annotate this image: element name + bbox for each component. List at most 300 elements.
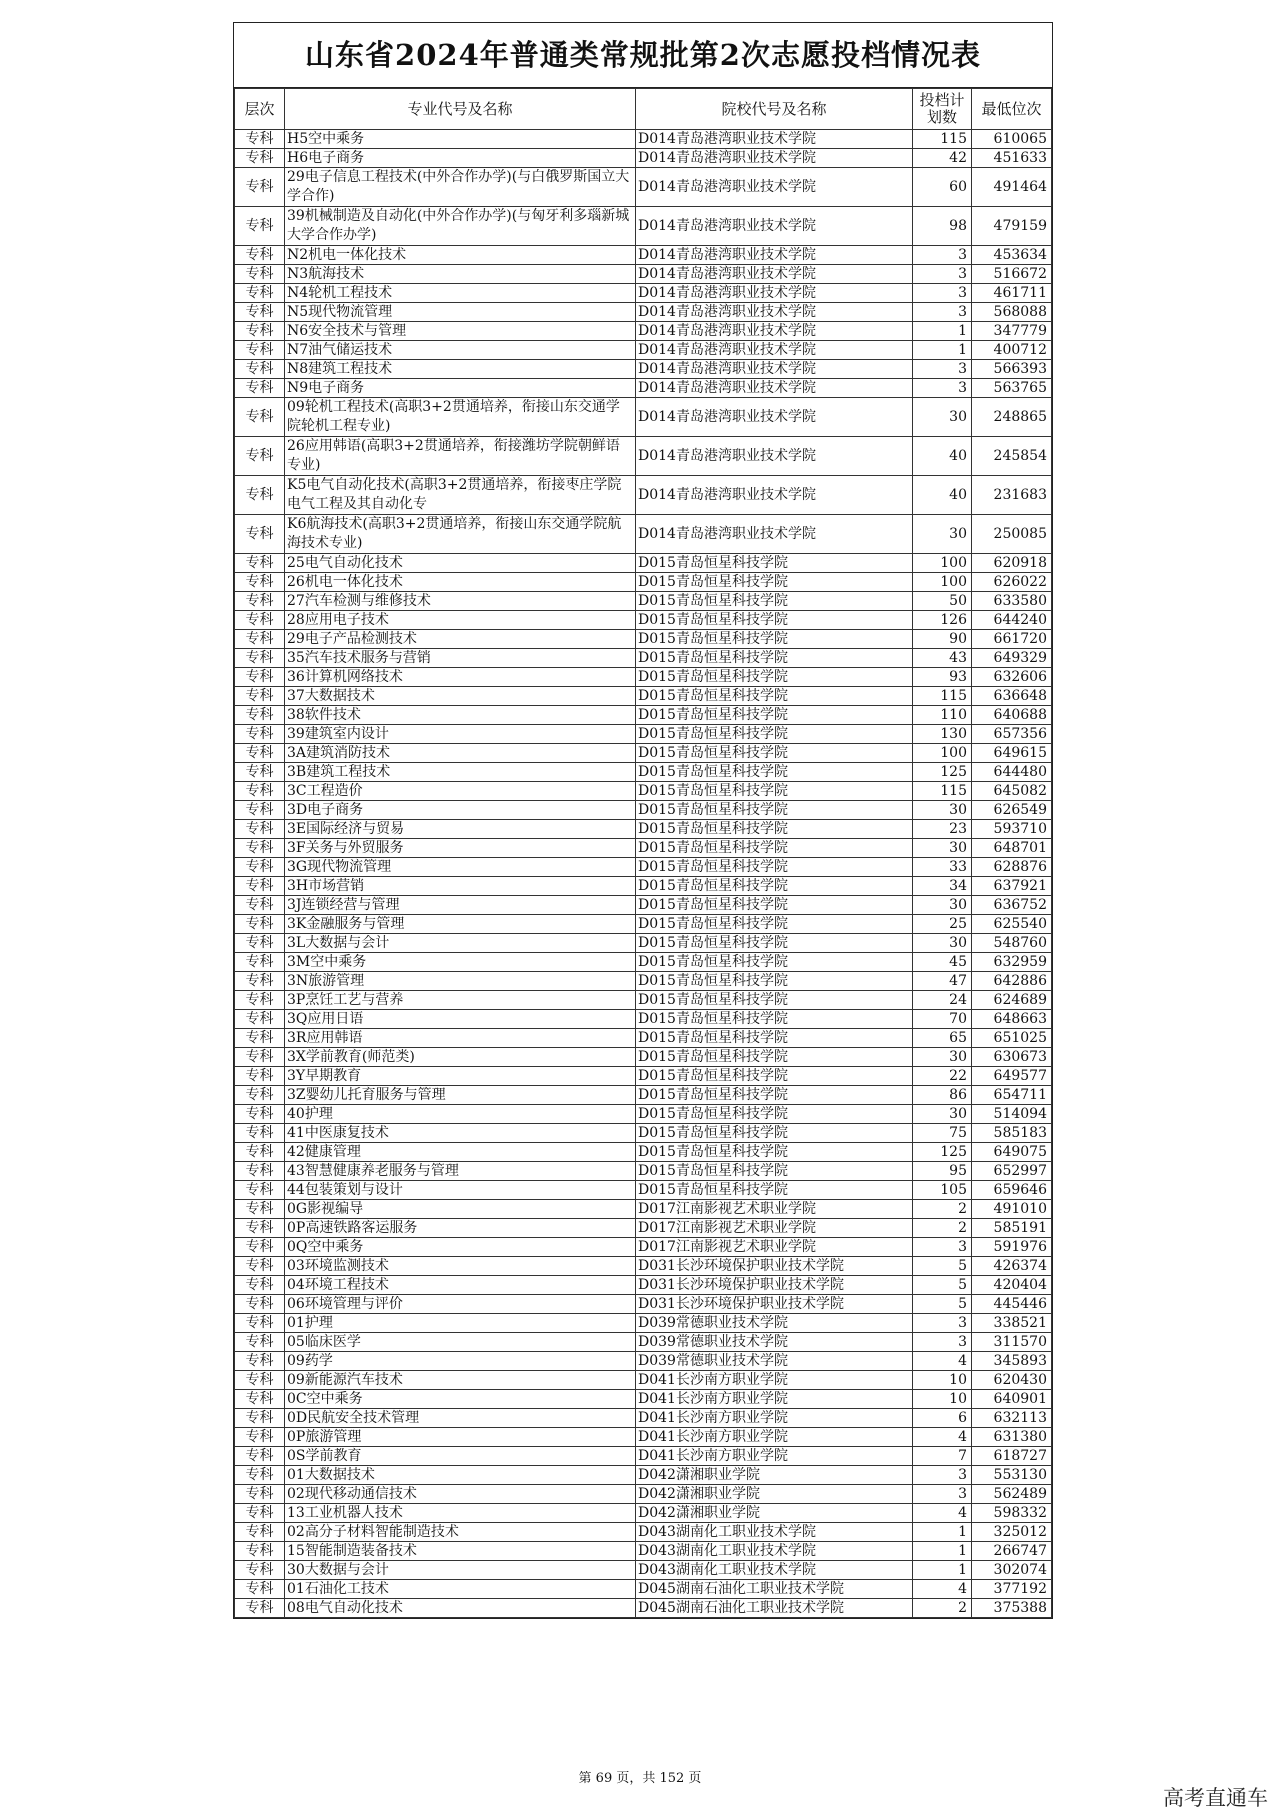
cell-school: D014青岛港湾职业技术学院 [636, 379, 913, 398]
cell-school: D014青岛港湾职业技术学院 [636, 207, 913, 246]
cell-plan: 65 [913, 1029, 972, 1048]
cell-plan: 7 [913, 1447, 972, 1466]
cell-plan: 30 [913, 839, 972, 858]
cell-major: K5电气自动化技术(高职3+2贯通培养，衔接枣庄学院电气工程及其自动化专 [285, 476, 636, 515]
cell-plan: 30 [913, 515, 972, 554]
cell-rank: 338521 [972, 1314, 1052, 1333]
cell-school: D045湖南石油化工职业技术学院 [636, 1599, 913, 1618]
cell-school: D039常德职业技术学院 [636, 1314, 913, 1333]
cell-rank: 651025 [972, 1029, 1052, 1048]
cell-plan: 3 [913, 1466, 972, 1485]
cell-level: 专科 [235, 934, 285, 953]
cell-plan: 5 [913, 1295, 972, 1314]
cell-rank: 231683 [972, 476, 1052, 515]
table-body [235, 130, 1052, 1618]
cell-level: 专科 [235, 820, 285, 839]
cell-level: 专科 [235, 1124, 285, 1143]
table-row [235, 877, 1052, 896]
cell-rank: 250085 [972, 515, 1052, 554]
table-row [235, 668, 1052, 687]
cell-rank: 377192 [972, 1580, 1052, 1599]
cell-plan: 3 [913, 303, 972, 322]
cell-plan: 115 [913, 782, 972, 801]
table-row [235, 782, 1052, 801]
cell-major: 3X学前教育(师范类) [285, 1048, 636, 1067]
cell-rank: 640901 [972, 1390, 1052, 1409]
cell-level: 专科 [235, 1409, 285, 1428]
table-row [235, 1485, 1052, 1504]
table-row [235, 1105, 1052, 1124]
cell-plan: 30 [913, 1048, 972, 1067]
table-row [235, 265, 1052, 284]
table-row [235, 1295, 1052, 1314]
cell-rank: 620430 [972, 1371, 1052, 1390]
table-row [235, 1162, 1052, 1181]
cell-level: 专科 [235, 1466, 285, 1485]
cell-major: 41中医康复技术 [285, 1124, 636, 1143]
cell-plan: 4 [913, 1352, 972, 1371]
table-row [235, 1219, 1052, 1238]
table-row [235, 1352, 1052, 1371]
table-row [235, 1029, 1052, 1048]
cell-plan: 115 [913, 687, 972, 706]
cell-rank: 648701 [972, 839, 1052, 858]
cell-major: 37大数据技术 [285, 687, 636, 706]
table-row [235, 630, 1052, 649]
table-row [235, 763, 1052, 782]
table-row [235, 149, 1052, 168]
cell-rank: 644480 [972, 763, 1052, 782]
cell-level: 专科 [235, 1048, 285, 1067]
cell-level: 专科 [235, 1542, 285, 1561]
table-row [235, 915, 1052, 934]
cell-rank: 461711 [972, 284, 1052, 303]
cell-rank: 585183 [972, 1124, 1052, 1143]
cell-rank: 637921 [972, 877, 1052, 896]
cell-level: 专科 [235, 398, 285, 437]
cell-school: D015青岛恒星科技学院 [636, 953, 913, 972]
header-level: 层次 [235, 89, 285, 130]
cell-rank: 620918 [972, 554, 1052, 573]
cell-rank: 516672 [972, 265, 1052, 284]
cell-major: 39机械制造及自动化(中外合作办学)(与匈牙利多瑙新城大学合作办学) [285, 207, 636, 246]
cell-rank: 302074 [972, 1561, 1052, 1580]
cell-major: 3J连锁经营与管理 [285, 896, 636, 915]
table-row [235, 554, 1052, 573]
cell-major: 35汽车技术服务与营销 [285, 649, 636, 668]
cell-level: 专科 [235, 991, 285, 1010]
cell-rank: 420404 [972, 1276, 1052, 1295]
cell-school: D015青岛恒星科技学院 [636, 896, 913, 915]
cell-plan: 115 [913, 130, 972, 149]
cell-plan: 22 [913, 1067, 972, 1086]
cell-major: 42健康管理 [285, 1143, 636, 1162]
cell-level: 专科 [235, 972, 285, 991]
cell-major: 05临床医学 [285, 1333, 636, 1352]
cell-plan: 1 [913, 1542, 972, 1561]
cell-level: 专科 [235, 649, 285, 668]
cell-school: D015青岛恒星科技学院 [636, 877, 913, 896]
cell-level: 专科 [235, 592, 285, 611]
cell-plan: 50 [913, 592, 972, 611]
table-row [235, 1086, 1052, 1105]
table-row [235, 322, 1052, 341]
cell-plan: 3 [913, 360, 972, 379]
cell-level: 专科 [235, 915, 285, 934]
cell-plan: 130 [913, 725, 972, 744]
cell-school: D014青岛港湾职业技术学院 [636, 398, 913, 437]
cell-level: 专科 [235, 782, 285, 801]
header-school: 院校代号及名称 [636, 89, 913, 130]
cell-rank: 325012 [972, 1523, 1052, 1542]
cell-level: 专科 [235, 706, 285, 725]
cell-level: 专科 [235, 265, 285, 284]
table-row [235, 1504, 1052, 1523]
table-row [235, 1542, 1052, 1561]
cell-plan: 33 [913, 858, 972, 877]
cell-plan: 100 [913, 573, 972, 592]
table-row [235, 476, 1052, 515]
table-row [235, 1447, 1052, 1466]
cell-school: D043湖南化工职业技术学院 [636, 1561, 913, 1580]
cell-rank: 618727 [972, 1447, 1052, 1466]
cell-school: D015青岛恒星科技学院 [636, 687, 913, 706]
cell-level: 专科 [235, 896, 285, 915]
cell-plan: 3 [913, 379, 972, 398]
cell-major: 3N旅游管理 [285, 972, 636, 991]
cell-major: 01护理 [285, 1314, 636, 1333]
table-row [235, 744, 1052, 763]
table-row [235, 592, 1052, 611]
cell-level: 专科 [235, 1295, 285, 1314]
table-row [235, 934, 1052, 953]
cell-major: 0D民航安全技术管理 [285, 1409, 636, 1428]
cell-major: 3G现代物流管理 [285, 858, 636, 877]
admission-table [234, 88, 1052, 1618]
watermark: 高考直通车 [1163, 1786, 1268, 1810]
cell-school: D041长沙南方职业学院 [636, 1447, 913, 1466]
cell-rank: 636648 [972, 687, 1052, 706]
cell-rank: 636752 [972, 896, 1052, 915]
cell-major: 01大数据技术 [285, 1466, 636, 1485]
table-row [235, 1371, 1052, 1390]
cell-school: D015青岛恒星科技学院 [636, 668, 913, 687]
cell-plan: 30 [913, 896, 972, 915]
cell-level: 专科 [235, 515, 285, 554]
cell-plan: 40 [913, 437, 972, 476]
cell-plan: 3 [913, 1485, 972, 1504]
cell-plan: 45 [913, 953, 972, 972]
cell-level: 专科 [235, 149, 285, 168]
cell-level: 专科 [235, 1200, 285, 1219]
cell-level: 专科 [235, 611, 285, 630]
cell-rank: 649329 [972, 649, 1052, 668]
table-row [235, 303, 1052, 322]
cell-school: D043湖南化工职业技术学院 [636, 1542, 913, 1561]
cell-major: 0P旅游管理 [285, 1428, 636, 1447]
cell-school: D031长沙环境保护职业技术学院 [636, 1295, 913, 1314]
cell-plan: 105 [913, 1181, 972, 1200]
cell-school: D014青岛港湾职业技术学院 [636, 322, 913, 341]
cell-rank: 624689 [972, 991, 1052, 1010]
header-rank: 最低位次 [972, 89, 1052, 130]
table-row [235, 1143, 1052, 1162]
table-row [235, 1599, 1052, 1618]
cell-rank: 345893 [972, 1352, 1052, 1371]
cell-school: D014青岛港湾职业技术学院 [636, 284, 913, 303]
cell-level: 专科 [235, 360, 285, 379]
cell-plan: 2 [913, 1200, 972, 1219]
cell-major: 09新能源汽车技术 [285, 1371, 636, 1390]
cell-plan: 1 [913, 341, 972, 360]
cell-plan: 24 [913, 991, 972, 1010]
cell-level: 专科 [235, 953, 285, 972]
cell-school: D014青岛港湾职业技术学院 [636, 130, 913, 149]
cell-plan: 60 [913, 168, 972, 207]
cell-level: 专科 [235, 1086, 285, 1105]
cell-school: D042潇湘职业学院 [636, 1504, 913, 1523]
cell-level: 专科 [235, 763, 285, 782]
cell-school: D017江南影视艺术职业学院 [636, 1238, 913, 1257]
cell-level: 专科 [235, 1257, 285, 1276]
cell-level: 专科 [235, 839, 285, 858]
cell-major: 26应用韩语(高职3+2贯通培养，衔接潍坊学院朝鲜语专业) [285, 437, 636, 476]
cell-level: 专科 [235, 246, 285, 265]
cell-school: D014青岛港湾职业技术学院 [636, 246, 913, 265]
cell-level: 专科 [235, 322, 285, 341]
cell-school: D015青岛恒星科技学院 [636, 1143, 913, 1162]
cell-school: D015青岛恒星科技学院 [636, 801, 913, 820]
table-row [235, 611, 1052, 630]
cell-major: 36计算机网络技术 [285, 668, 636, 687]
table-row [235, 341, 1052, 360]
cell-rank: 548760 [972, 934, 1052, 953]
cell-rank: 491010 [972, 1200, 1052, 1219]
cell-plan: 3 [913, 284, 972, 303]
cell-rank: 652997 [972, 1162, 1052, 1181]
results-table-sheet [233, 22, 1053, 1619]
table-row [235, 706, 1052, 725]
table-row [235, 1523, 1052, 1542]
table-row [235, 207, 1052, 246]
cell-major: 3D电子商务 [285, 801, 636, 820]
cell-rank: 628876 [972, 858, 1052, 877]
cell-rank: 640688 [972, 706, 1052, 725]
cell-plan: 93 [913, 668, 972, 687]
cell-school: D015青岛恒星科技学院 [636, 915, 913, 934]
cell-plan: 30 [913, 934, 972, 953]
cell-school: D014青岛港湾职业技术学院 [636, 265, 913, 284]
cell-plan: 95 [913, 1162, 972, 1181]
table-row [235, 1238, 1052, 1257]
table-row [235, 972, 1052, 991]
cell-plan: 4 [913, 1428, 972, 1447]
cell-level: 专科 [235, 687, 285, 706]
cell-rank: 248865 [972, 398, 1052, 437]
cell-level: 专科 [235, 1238, 285, 1257]
cell-rank: 562489 [972, 1485, 1052, 1504]
cell-school: D015青岛恒星科技学院 [636, 630, 913, 649]
table-row [235, 801, 1052, 820]
cell-school: D015青岛恒星科技学院 [636, 839, 913, 858]
cell-school: D015青岛恒星科技学院 [636, 1124, 913, 1143]
cell-major: H6电子商务 [285, 149, 636, 168]
cell-plan: 4 [913, 1504, 972, 1523]
cell-rank: 453634 [972, 246, 1052, 265]
table-row [235, 1010, 1052, 1029]
table-row [235, 820, 1052, 839]
cell-plan: 3 [913, 1238, 972, 1257]
cell-level: 专科 [235, 1333, 285, 1352]
cell-plan: 3 [913, 1314, 972, 1333]
cell-level: 专科 [235, 801, 285, 820]
cell-school: D042潇湘职业学院 [636, 1466, 913, 1485]
cell-major: 0S学前教育 [285, 1447, 636, 1466]
cell-major: 3R应用韩语 [285, 1029, 636, 1048]
cell-major: K6航海技术(高职3+2贯通培养，衔接山东交通学院航海技术专业) [285, 515, 636, 554]
cell-major: 3L大数据与会计 [285, 934, 636, 953]
cell-level: 专科 [235, 1105, 285, 1124]
cell-plan: 90 [913, 630, 972, 649]
cell-level: 专科 [235, 379, 285, 398]
cell-major: 3C工程造价 [285, 782, 636, 801]
cell-rank: 649075 [972, 1143, 1052, 1162]
cell-school: D015青岛恒星科技学院 [636, 782, 913, 801]
cell-major: N3航海技术 [285, 265, 636, 284]
cell-level: 专科 [235, 130, 285, 149]
cell-major: 0G影视编导 [285, 1200, 636, 1219]
cell-plan: 5 [913, 1276, 972, 1295]
table-row [235, 1390, 1052, 1409]
cell-plan: 34 [913, 877, 972, 896]
cell-rank: 626549 [972, 801, 1052, 820]
cell-level: 专科 [235, 1010, 285, 1029]
page-title: 山东省2024年普通类常规批第2次志愿投档情况表 [234, 23, 1052, 88]
cell-school: D043湖南化工职业技术学院 [636, 1523, 913, 1542]
cell-rank: 266747 [972, 1542, 1052, 1561]
table-row [235, 858, 1052, 877]
cell-major: 38软件技术 [285, 706, 636, 725]
cell-plan: 1 [913, 1561, 972, 1580]
cell-school: D015青岛恒星科技学院 [636, 706, 913, 725]
cell-rank: 598332 [972, 1504, 1052, 1523]
table-row [235, 1580, 1052, 1599]
table-row [235, 1257, 1052, 1276]
table-row [235, 168, 1052, 207]
cell-plan: 126 [913, 611, 972, 630]
table-row [235, 1276, 1052, 1295]
cell-rank: 553130 [972, 1466, 1052, 1485]
cell-plan: 10 [913, 1390, 972, 1409]
cell-school: D041长沙南方职业学院 [636, 1371, 913, 1390]
table-row [235, 1048, 1052, 1067]
cell-plan: 30 [913, 398, 972, 437]
cell-major: 03环境监测技术 [285, 1257, 636, 1276]
cell-school: D015青岛恒星科技学院 [636, 820, 913, 839]
cell-major: 08电气自动化技术 [285, 1599, 636, 1618]
table-row [235, 1314, 1052, 1333]
cell-plan: 86 [913, 1086, 972, 1105]
table-row [235, 1561, 1052, 1580]
cell-plan: 100 [913, 554, 972, 573]
cell-school: D041长沙南方职业学院 [636, 1390, 913, 1409]
cell-level: 专科 [235, 877, 285, 896]
cell-school: D031长沙环境保护职业技术学院 [636, 1276, 913, 1295]
cell-plan: 2 [913, 1219, 972, 1238]
cell-school: D031长沙环境保护职业技术学院 [636, 1257, 913, 1276]
cell-rank: 649577 [972, 1067, 1052, 1086]
cell-rank: 644240 [972, 611, 1052, 630]
cell-school: D015青岛恒星科技学院 [636, 725, 913, 744]
cell-major: 40护理 [285, 1105, 636, 1124]
cell-school: D017江南影视艺术职业学院 [636, 1219, 913, 1238]
cell-school: D014青岛港湾职业技术学院 [636, 303, 913, 322]
cell-rank: 630673 [972, 1048, 1052, 1067]
cell-school: D015青岛恒星科技学院 [636, 649, 913, 668]
cell-level: 专科 [235, 725, 285, 744]
table-row [235, 953, 1052, 972]
cell-rank: 632606 [972, 668, 1052, 687]
cell-school: D015青岛恒星科技学院 [636, 1162, 913, 1181]
cell-school: D014青岛港湾职业技术学院 [636, 437, 913, 476]
table-row [235, 1067, 1052, 1086]
cell-school: D015青岛恒星科技学院 [636, 1105, 913, 1124]
cell-school: D045湖南石油化工职业技术学院 [636, 1580, 913, 1599]
cell-major: 43智慧健康养老服务与管理 [285, 1162, 636, 1181]
cell-major: 29电子产品检测技术 [285, 630, 636, 649]
table-row [235, 1124, 1052, 1143]
cell-major: 3H市场营销 [285, 877, 636, 896]
cell-major: 02高分子材料智能制造技术 [285, 1523, 636, 1542]
table-header-row [235, 89, 1052, 130]
cell-level: 专科 [235, 668, 285, 687]
cell-plan: 1 [913, 1523, 972, 1542]
cell-level: 专科 [235, 1447, 285, 1466]
cell-level: 专科 [235, 1143, 285, 1162]
cell-school: D014青岛港湾职业技术学院 [636, 515, 913, 554]
cell-rank: 245854 [972, 437, 1052, 476]
cell-major: 3K金融服务与管理 [285, 915, 636, 934]
cell-plan: 4 [913, 1580, 972, 1599]
cell-level: 专科 [235, 303, 285, 322]
cell-major: H5空中乘务 [285, 130, 636, 149]
cell-plan: 125 [913, 763, 972, 782]
table-row [235, 398, 1052, 437]
cell-school: D015青岛恒星科技学院 [636, 1067, 913, 1086]
cell-school: D015青岛恒星科技学院 [636, 858, 913, 877]
cell-school: D041长沙南方职业学院 [636, 1409, 913, 1428]
cell-major: 28应用电子技术 [285, 611, 636, 630]
table-row [235, 991, 1052, 1010]
table-row [235, 896, 1052, 915]
cell-rank: 514094 [972, 1105, 1052, 1124]
cell-level: 专科 [235, 744, 285, 763]
cell-rank: 648663 [972, 1010, 1052, 1029]
page-footer: 第 69 页，共 152 页 [578, 1771, 702, 1786]
cell-level: 专科 [235, 1599, 285, 1618]
cell-school: D015青岛恒星科技学院 [636, 972, 913, 991]
cell-school: D017江南影视艺术职业学院 [636, 1200, 913, 1219]
cell-rank: 642886 [972, 972, 1052, 991]
cell-rank: 626022 [972, 573, 1052, 592]
cell-plan: 40 [913, 476, 972, 515]
table-row [235, 573, 1052, 592]
cell-rank: 649615 [972, 744, 1052, 763]
table-row [235, 437, 1052, 476]
cell-major: 30大数据与会计 [285, 1561, 636, 1580]
cell-rank: 610065 [972, 130, 1052, 149]
cell-level: 专科 [235, 1314, 285, 1333]
